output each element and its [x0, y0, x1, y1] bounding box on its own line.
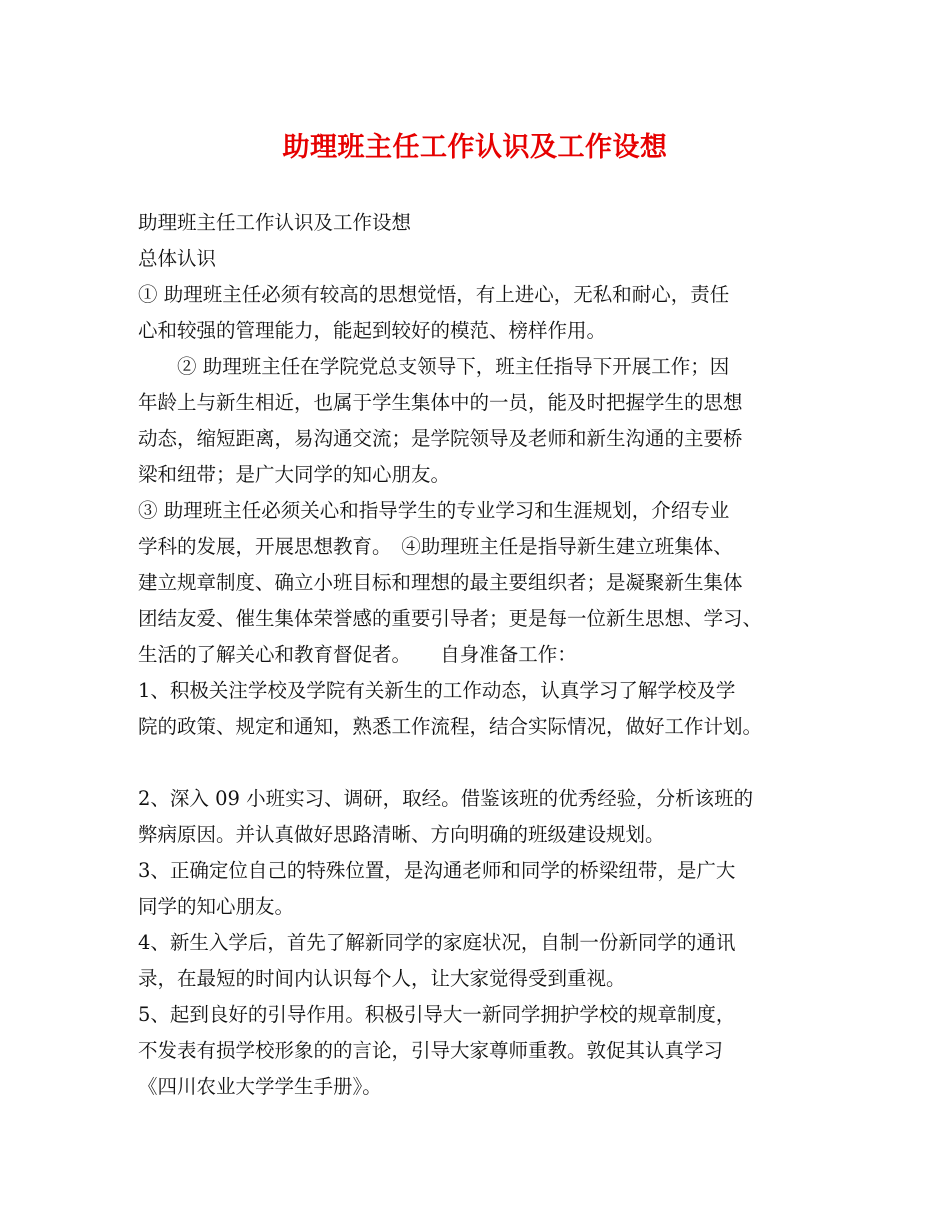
body-line: 院的政策、规定和通知，熟悉工作流程，结合实际情况，做好工作计划。 [138, 715, 763, 738]
body-line: 建立规章制度、确立小班目标和理想的最主要组织者；是凝聚新生集体 [138, 571, 743, 594]
document-body [138, 205, 838, 1105]
body-line: 生活的了解关心和教育督促者。 自身准备工作： [138, 643, 577, 666]
body-line: ① 助理班主任必须有较高的思想觉悟，有上进心，无私和耐心，责任 [138, 283, 730, 306]
body-line: 梁和纽带；是广大同学的知心朋友。 [138, 463, 451, 486]
paragraph-gap [138, 745, 838, 781]
body-line: 1、积极关注学校及学院有关新生的工作动态，认真学习了解学校及学 [138, 679, 736, 702]
body-line: 同学的知心朋友。 [138, 895, 295, 918]
body-line: 年龄上与新生相近，也属于学生集体中的一员，能及时把握学生的思想 [138, 391, 743, 414]
body-line: 团结友爱、催生集体荣誉感的重要引导者；更是每一位新生思想、学习、 [138, 607, 763, 630]
body-line: 弊病原因。并认真做好思路清晰、方向明确的班级建设规划。 [138, 823, 665, 846]
body-line: 2、深入 09 小班实习、调研，取经。借鉴该班的优秀经验，分析该班的 [138, 787, 754, 810]
body-line: 心和较强的管理能力，能起到较好的模范、榜样作用。 [138, 319, 607, 342]
body-line: 录，在最短的时间内认识每个人，让大家觉得受到重视。 [138, 967, 626, 990]
body-line: 助理班主任工作认识及工作设想 [138, 211, 412, 234]
body-line: 4、新生入学后，首先了解新同学的家庭状况，自制一份新同学的通讯 [138, 931, 736, 954]
body-line: 5、起到良好的引导作用。积极引导大一新同学拥护学校的规章制度， [138, 1003, 736, 1026]
body-line: 3、正确定位自己的特殊位置，是沟通老师和同学的桥梁纽带，是广大 [138, 859, 736, 882]
body-line: 不发表有损学校形象的的言论，引导大家尊师重教。敦促其认真学习 [138, 1039, 724, 1062]
body-line: 总体认识 [138, 247, 217, 270]
body-line: 《四川农业大学学生手册》。 [138, 1075, 382, 1098]
body-line: ③ 助理班主任必须关心和指导学生的专业学习和生涯规划，介绍专业 [138, 499, 730, 522]
body-line: ② 助理班主任在学院党总支领导下，班主任指导下开展工作；因 [138, 355, 730, 378]
document-title: 助理班主任工作认识及工作设想 [282, 132, 668, 163]
body-line: 学科的发展，开展思想教育。 ④助理班主任是指导新生建立班集体、 [138, 535, 733, 558]
body-line: 动态，缩短距离，易沟通交流；是学院领导及老师和新生沟通的主要桥 [138, 427, 743, 450]
